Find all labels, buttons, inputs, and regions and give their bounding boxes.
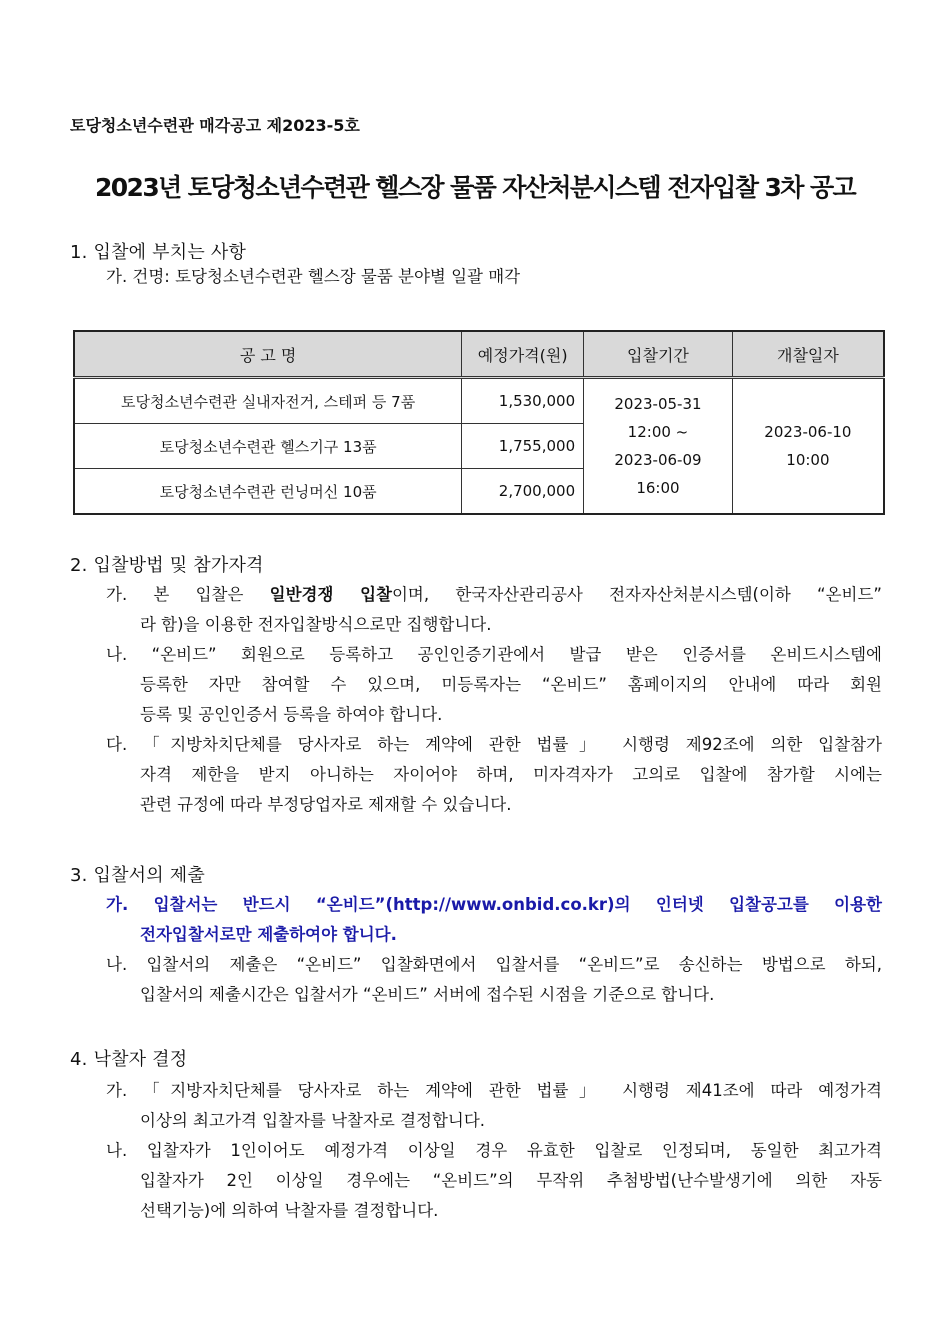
- section-4-na-line-2: 입찰자가 2인 이상일 경우에는 “온비드”의 무작위 추첨방법(난수발생기에 의한 자동: [140, 1171, 882, 1190]
- section-2-na-line-3: 등록 및 공인인증서 등록을 하여야 합니다.: [140, 705, 443, 724]
- row-notice-name: 토당청소년수련관 런닝머신 10품: [74, 469, 462, 515]
- bid-period-end-time: 16:00: [636, 479, 680, 497]
- bid-period-cell: [584, 378, 733, 515]
- document-title: 2023년 토당청소년수련관 헬스장 물품 자산처분시스템 전자입찰 3차 공고: [94, 173, 856, 202]
- bid-period-start-date: 2023-05-31: [614, 395, 702, 413]
- document-number: 토당청소년수련관 매각공고 제2023-5호: [70, 116, 360, 135]
- section-1-item-ga-text: 가. 건명: 토당청소년수련관 헬스장 물품 분야별 일괄 매각: [106, 267, 521, 286]
- section-4-na-line-3: 선택기능)에 의하여 낙찰자를 결정합니다.: [140, 1201, 439, 1220]
- section-4-ga-line-2: 이상의 최고가격 입찰자를 낙찰자로 결정합니다.: [140, 1111, 486, 1130]
- section-4-ga-line-1: 가. 「지방자치단체를 당사자로 하는 계약에 관한 법률」 시행령 제41조에 따라 예정가격: [106, 1081, 882, 1100]
- section-2-da-line-1: 다. 「지방차치단체를 당사자로 하는 계약에 관한 법률」 시행령 제92조에 의한 입찰참가: [106, 735, 882, 754]
- section-3-na-line-2: 입찰서의 제출시간은 입찰서가 “온비드” 서버에 접수된 시점을 기준으로 합니다.: [140, 985, 715, 1004]
- table-row: [74, 378, 884, 424]
- header-bid-period: 입찰기간: [584, 331, 733, 378]
- general-competitive-bid: 일반경쟁 입찰: [269, 585, 392, 604]
- opening-time: 10:00: [786, 451, 830, 469]
- section-2-ga-line-1: [106, 580, 882, 610]
- section-2-da-line-2: 자격 제한을 받지 아니하는 자이어야 하며, 미자격자가 고의로 입찰에 참가할 시에는: [140, 765, 882, 784]
- header-opening-date: 개찰일자: [732, 331, 884, 378]
- section-2-ga-line-2: 라 함)을 이용한 전자입찰방식으로만 집행합니다.: [140, 615, 492, 634]
- section-2-ga-pre: 가. 본 입찰은: [106, 585, 270, 604]
- opening-date-cell: [732, 378, 884, 515]
- section-3-na-line-1: 나. 입찰서의 제출은 “온비드” 입찰화면에서 입찰서를 “온비드”로 송신하는 방법으로 하되,: [106, 955, 882, 974]
- section-4-na-line-1: 나. 입찰자가 1인이어도 예정가격 이상일 경우 유효한 입찰로 인정되며, 동일한 최고가격: [106, 1141, 882, 1160]
- section-2-ga-post: 이며, 한국자산관리공사 전자자산처분시스템(이하 “온비드”: [391, 585, 882, 604]
- row-price: 1,755,000: [462, 424, 584, 469]
- section-4-heading: 4. 낙찰자 결정: [70, 1049, 188, 1070]
- row-price: 1,530,000: [462, 378, 584, 424]
- bid-period-start-time: 12:00 ~: [627, 423, 689, 441]
- section-1-heading: 1. 입찰에 부치는 사항: [70, 242, 247, 263]
- section-2-heading: 2. 입찰방법 및 참가자격: [70, 555, 264, 576]
- bid-period-end-date: 2023-06-09: [614, 451, 702, 469]
- row-price: 2,700,000: [462, 469, 584, 515]
- row-notice-name: 토당청소년수련관 실내자전거, 스테퍼 등 7품: [74, 378, 462, 424]
- section-4-items: [106, 1076, 882, 1226]
- section-2-items: [106, 580, 882, 820]
- section-3-items: [106, 890, 882, 1010]
- section-3-heading: 3. 입찰서의 제출: [70, 865, 205, 886]
- bid-table-header-row: [74, 331, 884, 378]
- section-3-ga-line-2: 전자입찰서로만 제출하여야 합니다.: [140, 925, 397, 944]
- section-2-na-line-2: 등록한 자만 참여할 수 있으며, 미등록자는 “온비드” 홈페이지의 안내에 따라 회원: [140, 675, 882, 694]
- bid-table: [73, 330, 885, 515]
- section-3-ga-line-1: 가. 입찰서는 반드시 “온비드”(http://www.onbid.co.kr)의 인터넷 입찰공고를 이용한: [106, 895, 882, 914]
- row-notice-name: 토당청소년수련관 헬스기구 13품: [74, 424, 462, 469]
- section-1-item-ga: [106, 262, 882, 292]
- header-notice-name: 공 고 명: [74, 331, 462, 378]
- header-estimated-price: 예정가격(원): [462, 331, 584, 378]
- opening-date: 2023-06-10: [764, 423, 852, 441]
- section-2-da-line-3: 관련 규정에 따라 부정당업자로 제재할 수 있습니다.: [140, 795, 512, 814]
- section-2-na-line-1: 나. “온비드” 회원으로 등록하고 공인인증기관에서 발급 받은 인증서를 온비드시스템에: [106, 645, 882, 664]
